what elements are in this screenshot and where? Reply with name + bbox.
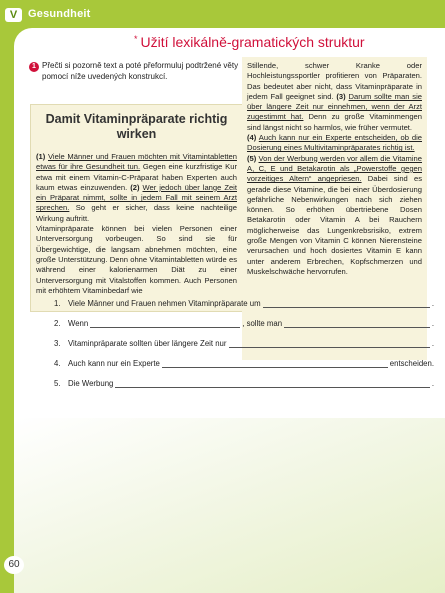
answer-blank[interactable] [284, 320, 430, 328]
exercise-ending: . [431, 319, 434, 328]
page-number: 60 [4, 556, 24, 574]
exercise-ending: entscheiden. [389, 359, 434, 368]
exercise-ending: . [431, 299, 434, 308]
task-instruction: Přečti si pozorně text a poté přeformuluj podtržené věty pomocí níže uvedených konstrukcí. [42, 61, 239, 81]
exercise-number: 3. [54, 339, 61, 348]
section-title-text: Užití lexikálně-gramatických struktur [140, 34, 365, 50]
exercise-number: 2. [54, 319, 61, 328]
exercise-ending: . [431, 379, 434, 388]
article-right-column [242, 57, 427, 360]
exercise-prompt-middle: , sollte man [242, 319, 283, 328]
page [14, 28, 445, 593]
exercise-ending: . [431, 339, 434, 348]
sentence-number-2: (2) [130, 182, 140, 192]
sentence-number-3: (3) [336, 91, 346, 101]
exercise-prompt: Viele Männer und Frauen nehmen Vitaminpräparate um [68, 299, 261, 308]
star-mark: * [134, 34, 138, 44]
exercise-number: 5. [54, 379, 61, 388]
answer-blank[interactable] [90, 320, 240, 328]
underlined-sentence-2: Wer jedoch über lange Zeit ein Präparat nimmt, sollte in jedem Fall mit seinem Arzt sprechen. [36, 182, 237, 213]
exercise-row-3 [54, 336, 434, 348]
exercise-prompt: Wenn [68, 319, 89, 328]
underlined-sentence-1: Viele Männer und Frauen möchten mit Vitamintabletten etwas für ihre Gesundheit tun. [36, 152, 237, 172]
article-text: Stillende, schwer Kranke oder Hochleistungssportler profitieren von Präparaten. Das bedeutet aber nicht, dass Vitaminpräparate in jedem Fall geeignet sind. [247, 61, 422, 101]
exercise-row-5 [54, 376, 434, 388]
article-text: Denn zu große Vitaminmengen sind längst nicht so harmlos, wie früher vermutet. [247, 112, 422, 132]
sentence-number-1: (1) [36, 152, 46, 161]
left-margin-strip [0, 28, 14, 593]
exercise-prompt: Vitaminpräparate sollten über längere Zeit nur [68, 339, 227, 348]
chapter-badge: V [5, 8, 22, 22]
exercise-row-4 [54, 356, 434, 368]
chapter-title: Gesundheit [28, 8, 91, 20]
answer-blank[interactable] [115, 380, 429, 388]
underlined-sentence-4: Auch kann nur ein Experte entscheiden, ob die Dosierung eines Multivitaminpräparates richtig ist. [247, 133, 422, 153]
answer-blank[interactable] [162, 360, 388, 368]
article-left-column [36, 152, 237, 296]
exercise-prompt: Auch kann nur ein Experte [68, 359, 160, 368]
article-text: Dabei sind es gerade diese Vitamine, die bei einer Überdosierung gefährliche Nebenwirkungen nach sich ziehen können. So erhöhen übertriebene Dosen Betakarotin oder Vitamin A bei Rauchern möglicherweise das Lungenkrebsrisiko, extrem große Mengen von Vitamin C können Nierensteine verursachen und hoch dosiertes Vitamin E kann unter anderem Erbrechen, Kopfschmerzen und Muskelschwäche hervorrufen. [247, 174, 422, 276]
answer-blank[interactable] [263, 300, 430, 308]
page-bottom-gradient [14, 418, 445, 593]
exercise-prompt: Die Werbung [68, 379, 114, 388]
article-text: Gegen eine kurzfristige Kur etwa mit einem Vitamin-C-Präparat haben Experten auch kaum etwas einzuwenden. [36, 162, 237, 192]
sentence-number-4: (4) [247, 133, 257, 143]
sentence-number-5: (5) [247, 153, 257, 163]
exercise-number: 1. [54, 299, 61, 308]
article-text: Vitaminpräparate können bei vielen Personen einer Unterversorgung vorbeugen. So sind sie für Übergewichtige, die langsam abnehmen möchten, eine große Unterstützung. Denn ohne Vitamintabletten würde es während einer kalorienarmen Diät zu einer Unterversorgung mit Vitalstoffen kommen. Auch Personen mit erhöhtem Vitaminbedarf wie [36, 224, 237, 295]
underlined-sentence-5: Von der Werbung werden vor allem die Vitamine A, C, E und Betakarotin als „Powerstoffe gegen vorzeitiges Altern“ angepriesen. [247, 153, 422, 184]
article-text: So geht er sicher, dass keine nachteilige Wirkung auftritt. [36, 203, 237, 223]
answer-blank[interactable] [229, 340, 430, 348]
underlined-sentence-3: Darum sollte man sie über längere Zeit nur einnehmen, wenn der Arzt zugestimmt hat. [247, 91, 422, 122]
exercise-number: 4. [54, 359, 61, 368]
task-number-badge: 1 [29, 62, 39, 72]
article-title: Damit Vitaminpräparate richtig wirken [45, 112, 228, 141]
section-title [134, 34, 365, 50]
exercise-row-2 [54, 316, 434, 328]
exercise-row-1 [54, 296, 434, 308]
